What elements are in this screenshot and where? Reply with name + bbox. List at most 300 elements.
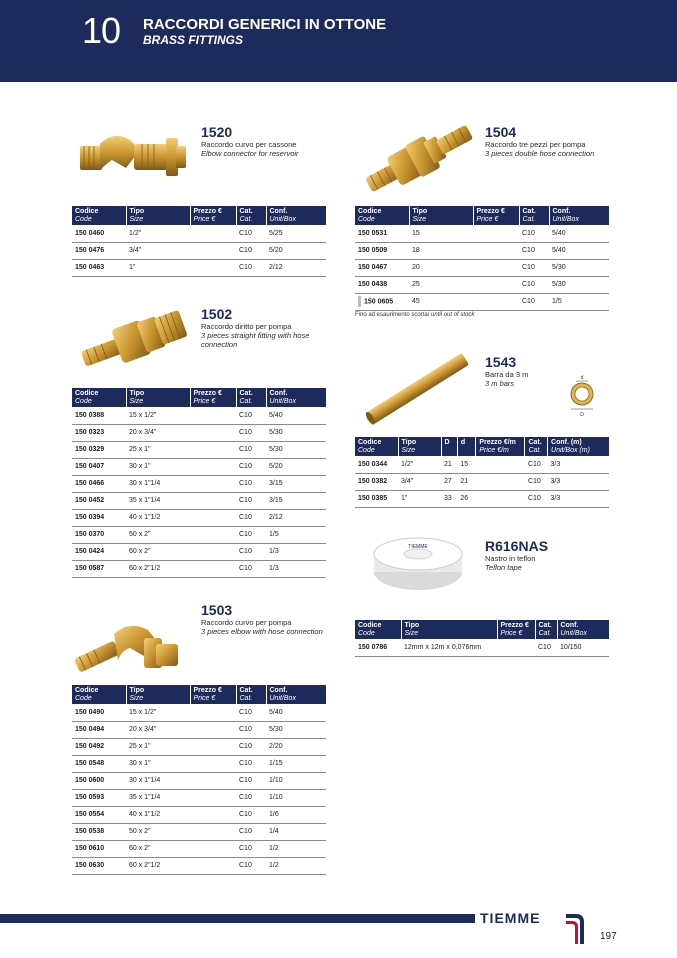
svg-text:d: d (580, 375, 584, 381)
table-row (72, 560, 326, 577)
column-header (126, 206, 190, 225)
cell-text: 150 0593 (75, 794, 105, 801)
cell-text: 12mm x 12m x 0,076mm (404, 643, 482, 651)
column-header (457, 437, 475, 456)
table-header-row (355, 206, 609, 225)
table-row (72, 704, 326, 721)
table-cell (549, 293, 609, 310)
cell-text: 33 (444, 495, 452, 502)
column-header-it: Cat. (528, 439, 542, 446)
table-cell (236, 772, 266, 789)
column-header-en: Size (129, 216, 144, 223)
table-cell (266, 840, 326, 857)
table-cell (236, 458, 266, 475)
table-cell (126, 526, 190, 543)
table-cell (266, 738, 326, 755)
column-header (355, 206, 409, 225)
cell-text: C10 (239, 726, 252, 733)
table-cell (126, 424, 190, 441)
cell-text: 30 x 1"1/4 (129, 777, 161, 784)
table-row (355, 490, 609, 507)
table-row (72, 225, 326, 242)
table-cell (409, 259, 473, 276)
table-cell (190, 806, 236, 823)
cell-text: 3/3 (550, 460, 561, 468)
product-name-en: 3 pieces straight fitting with hose connection (201, 331, 310, 349)
table-cell (266, 259, 326, 276)
product-code-cell (72, 441, 126, 458)
table-cell (519, 259, 549, 276)
column-header (72, 388, 126, 407)
table-cell (266, 407, 326, 424)
double-hose-image (360, 118, 480, 196)
table-cell (236, 492, 266, 509)
product-code-cell (72, 225, 126, 242)
product-code-cell (72, 509, 126, 526)
table-cell (457, 473, 475, 490)
column-header-en: Price € (476, 216, 499, 223)
column-header (476, 437, 525, 456)
straight-fitting-image (76, 304, 194, 376)
cell-text: 150 0548 (75, 760, 105, 767)
column-header-it: Conf. (552, 208, 571, 215)
table-cell (519, 242, 549, 259)
column-header-en: Size (404, 630, 419, 637)
table-cell (190, 509, 236, 526)
column-header-en: Unit/Box (552, 216, 579, 223)
product-1504-info (485, 124, 655, 158)
cell-text: 150 0467 (358, 264, 388, 271)
column-header-en: Size (412, 216, 427, 223)
table-cell (236, 840, 266, 857)
column-header-it: Cat. (239, 687, 253, 694)
chapter-number: 10 (82, 10, 121, 51)
column-header-it: Conf. (269, 687, 288, 694)
table-cell (190, 543, 236, 560)
product-name-en: Teflon tape (485, 563, 522, 572)
cell-text: 5/30 (552, 281, 566, 288)
column-header (72, 206, 126, 225)
column-header-en: Code (358, 447, 375, 454)
column-header (236, 685, 266, 704)
cell-text: 60 x 2" (129, 845, 151, 852)
table-cell (236, 526, 266, 543)
column-header-en: Size (401, 447, 416, 454)
table-cell (519, 276, 549, 293)
cell-text: 40 x 1"1/2 (129, 811, 161, 818)
table-row (355, 225, 609, 242)
cell-text: 150 0424 (75, 548, 105, 555)
cell-text: C10 (522, 298, 535, 305)
column-header-en: Cat. (239, 695, 253, 702)
table-cell (190, 526, 236, 543)
cell-text: 5/30 (552, 264, 566, 271)
column-header (409, 206, 473, 225)
cell-text: 150 0452 (75, 497, 105, 504)
column-header-en: Code (75, 695, 92, 702)
table-cell (473, 276, 519, 293)
column-header (126, 685, 190, 704)
table-row (355, 639, 609, 656)
table-cell (126, 475, 190, 492)
column-header (266, 206, 326, 225)
column-header-it: Codice (75, 390, 99, 397)
column-header (535, 620, 557, 639)
cell-text: 15 x 1/2" (129, 411, 157, 419)
product-code-cell (355, 639, 401, 656)
table-cell (266, 806, 326, 823)
cell-text: 5/20 (269, 463, 283, 470)
table-cell (236, 806, 266, 823)
cell-text: 1/15 (269, 760, 283, 767)
column-header-it: Cat. (538, 622, 552, 629)
table-cell (519, 225, 549, 242)
table-cell (190, 857, 236, 874)
cell-text: 150 0494 (75, 726, 105, 733)
table-cell (398, 456, 441, 473)
column-header (190, 388, 236, 407)
table-cell (190, 789, 236, 806)
table-cell (236, 509, 266, 526)
product-code-cell (72, 721, 126, 738)
footer-bar (0, 914, 475, 923)
cell-text: 26 (460, 495, 469, 502)
table-cell (441, 490, 457, 507)
table-cell (126, 857, 190, 874)
cell-text: 1/5 (552, 298, 562, 305)
cell-text: C10 (239, 514, 252, 521)
table-cell (473, 259, 519, 276)
cell-text: 45 (412, 298, 420, 305)
cell-text: 35 x 1"1/4 (129, 497, 161, 504)
elbow-reservoir-image (74, 124, 190, 190)
stock-note-en: until out of stock (429, 312, 475, 318)
column-header-en: Price € (193, 398, 216, 405)
table-cell (126, 806, 190, 823)
product-name-it: Raccordo curvo per cassone (201, 140, 297, 149)
cell-text: 150 0476 (75, 247, 105, 254)
column-header-en: Size (129, 695, 144, 702)
cell-text: 20 x 3/4" (129, 726, 157, 733)
table-cell (441, 456, 457, 473)
product-code: 1503 (201, 602, 233, 618)
table-cell (548, 473, 609, 490)
cell-text: 10/150 (560, 643, 582, 651)
table-cell (457, 490, 475, 507)
table-row (72, 789, 326, 806)
column-header-en: Code (75, 216, 92, 223)
cell-text: C10 (239, 708, 252, 716)
cell-text: 150 0460 (75, 229, 105, 237)
cell-text: 1/5 (269, 531, 279, 538)
table-cell (126, 755, 190, 772)
table-cell (476, 473, 525, 490)
column-header (557, 620, 609, 639)
table-cell (497, 639, 535, 656)
section-title: RACCORDI GENERICI IN OTTONE (143, 16, 387, 33)
cell-text: 150 0600 (75, 777, 105, 784)
column-header (441, 437, 457, 456)
table-cell (126, 789, 190, 806)
column-header (355, 437, 398, 456)
table-cell (266, 560, 326, 577)
column-header-it: Cat. (522, 208, 536, 215)
table-cell (126, 458, 190, 475)
column-header (266, 388, 326, 407)
cell-text: 150 0463 (75, 264, 105, 271)
column-header-it: Tipo (404, 622, 420, 629)
column-header-en: Size (129, 398, 144, 405)
cell-text: 150 0531 (358, 229, 388, 237)
table-cell (126, 823, 190, 840)
cell-text: 1/2" (129, 229, 142, 237)
cell-text: C10 (239, 429, 252, 436)
column-header (473, 206, 519, 225)
cell-text: 20 (412, 264, 420, 271)
column-header-en: Cat. (538, 630, 552, 637)
table-cell (236, 543, 266, 560)
product-table-1503 (72, 685, 326, 875)
table-cell (126, 704, 190, 721)
table-row (72, 806, 326, 823)
cell-text: 5/40 (552, 247, 566, 254)
table-cell (236, 755, 266, 772)
column-header-it: Tipo (401, 439, 417, 446)
cell-text: 150 0786 (358, 643, 388, 651)
teflon-tape-image (370, 536, 470, 592)
product-code-cell (72, 806, 126, 823)
table-cell (441, 473, 457, 490)
table-cell (236, 704, 266, 721)
cell-text: 25 x 1" (129, 743, 151, 750)
product-name-en: 3 m bars (485, 379, 515, 388)
table-cell (525, 456, 548, 473)
table-cell (266, 704, 326, 721)
table-cell (549, 242, 609, 259)
table-row (72, 259, 326, 276)
table-cell (266, 458, 326, 475)
cell-text: 15 x 1/2" (129, 708, 157, 716)
column-header-en: Cat. (239, 398, 253, 405)
table-cell (398, 490, 441, 507)
table-cell (457, 456, 475, 473)
product-1543-info (485, 354, 585, 388)
table-cell (266, 526, 326, 543)
product-1503-info (201, 602, 341, 636)
table-cell (236, 721, 266, 738)
column-header-en: Price € (193, 216, 216, 223)
table-cell (266, 225, 326, 242)
column-header-it: d (460, 439, 466, 446)
table-row (72, 738, 326, 755)
column-header-it: Prezzo € (476, 208, 505, 215)
table-cell (126, 840, 190, 857)
column-header (398, 437, 441, 456)
cell-text: 150 0394 (75, 514, 105, 521)
table-cell (401, 639, 497, 656)
cell-text: 18 (412, 247, 420, 254)
column-header (519, 206, 549, 225)
column-header-it: Tipo (129, 208, 145, 215)
column-header (525, 437, 548, 456)
column-header-en: Unit/Box (560, 630, 587, 637)
cell-text: C10 (239, 548, 252, 555)
cell-text: 60 x 2"1/2 (129, 862, 161, 869)
table-cell (236, 738, 266, 755)
table-cell (126, 509, 190, 526)
elbow-hose-image (74, 610, 182, 680)
table-row (72, 721, 326, 738)
cell-text: C10 (522, 281, 535, 288)
product-1502-info (201, 306, 341, 349)
table-cell (473, 225, 519, 242)
cell-text: 150 0438 (358, 281, 388, 288)
cell-text: 150 0587 (75, 565, 105, 572)
column-header-it: Codice (358, 208, 382, 215)
column-header-it: Conf. (560, 622, 579, 629)
product-code-cell (72, 259, 126, 276)
table-cell (473, 242, 519, 259)
cell-text: 15 (412, 229, 420, 237)
cell-text: C10 (239, 264, 252, 271)
product-code: 1502 (201, 306, 233, 322)
table-cell (190, 407, 236, 424)
table-cell (236, 789, 266, 806)
cell-text: C10 (239, 777, 252, 784)
table-cell (266, 772, 326, 789)
product-code-cell (72, 560, 126, 577)
column-header-en: Code (358, 630, 375, 637)
cell-text: 3/3 (550, 495, 561, 502)
page-number: 197 (600, 931, 617, 942)
table-cell (409, 242, 473, 259)
cell-text: 21 (460, 478, 469, 485)
table-cell (190, 475, 236, 492)
product-code: 1543 (485, 354, 517, 370)
cell-text: 3/15 (269, 497, 283, 504)
table-cell (549, 276, 609, 293)
cell-text: 25 x 1" (129, 446, 151, 453)
table-cell (236, 259, 266, 276)
product-code: 1520 (201, 124, 233, 140)
table-cell (126, 772, 190, 789)
column-header-it: Conf. (269, 208, 288, 215)
product-code-cell (355, 456, 398, 473)
cell-text: C10 (239, 811, 252, 818)
table-cell (266, 857, 326, 874)
column-header-it: D (444, 439, 450, 446)
cell-text: C10 (239, 463, 252, 470)
table-cell (190, 823, 236, 840)
product-code-cell (72, 755, 126, 772)
table-header-row (72, 388, 326, 407)
product-name-en: 3 pieces elbow with hose connection (201, 627, 323, 636)
product-code-cell (72, 475, 126, 492)
product-code-cell (355, 225, 409, 242)
table-header-row (355, 620, 609, 639)
table-cell (190, 738, 236, 755)
table-cell (409, 276, 473, 293)
table-cell (476, 490, 525, 507)
table-cell (190, 772, 236, 789)
column-header-en: Code (358, 216, 375, 223)
table-cell (266, 441, 326, 458)
product-table-1502 (72, 388, 326, 578)
cell-text: 150 0605 (364, 298, 394, 306)
brand-logo: TIEMME (480, 910, 541, 926)
brass-bar-image (360, 352, 474, 426)
table-header-row (355, 437, 609, 456)
table-cell (535, 639, 557, 656)
table-row (355, 242, 609, 259)
product-name-it: Nastro in teflon (485, 554, 536, 563)
stock-marker (358, 296, 361, 307)
cell-text: 30 x 1" (129, 760, 151, 767)
column-header-it: Cat. (239, 390, 253, 397)
table-cell (126, 259, 190, 276)
table-cell (190, 704, 236, 721)
table-cell (236, 424, 266, 441)
table-cell (126, 738, 190, 755)
table-row (72, 823, 326, 840)
cell-text: 1/2" (401, 460, 414, 468)
cell-text: 150 0323 (75, 429, 105, 436)
product-table-1504 (355, 206, 609, 311)
cell-text: 150 0370 (75, 531, 105, 538)
column-header-en: Price € (500, 630, 523, 637)
column-header-it: Tipo (412, 208, 428, 215)
cell-text: 1" (401, 495, 408, 502)
cell-text: C10 (538, 643, 551, 651)
table-row (355, 259, 609, 276)
cell-text: 1/3 (269, 548, 279, 555)
svg-text:TIEMME: TIEMME (408, 544, 428, 550)
table-row (72, 543, 326, 560)
product-code-cell (72, 857, 126, 874)
table-row (72, 242, 326, 259)
column-header-en: Unit/Box (269, 398, 296, 405)
table-cell (236, 441, 266, 458)
table-cell (190, 840, 236, 857)
cell-text: 2/12 (269, 514, 283, 521)
table-cell (126, 560, 190, 577)
cell-text: 1/4 (269, 828, 279, 835)
product-code-cell (72, 704, 126, 721)
column-header (126, 388, 190, 407)
product-name-en: 3 pieces double hose connection (485, 149, 595, 158)
table-row (72, 526, 326, 543)
column-header-it: Codice (358, 439, 382, 446)
table-cell (548, 490, 609, 507)
table-cell (126, 543, 190, 560)
cell-text: 1" (129, 264, 136, 271)
table-cell (236, 242, 266, 259)
column-header-it: Prezzo € (193, 687, 222, 694)
cell-text: C10 (522, 247, 535, 254)
table-row (355, 276, 609, 293)
cell-text: 40 x 1"1/2 (129, 514, 161, 521)
cell-text: 30 x 1"1/4 (129, 480, 161, 487)
table-cell (266, 242, 326, 259)
table-row (355, 456, 609, 473)
page-header (0, 0, 677, 82)
column-header-en: Unit/Box (m) (551, 447, 590, 454)
cell-text: 1/10 (269, 777, 283, 784)
table-row (72, 857, 326, 874)
stock-note-it: Fino ad esaurimento scorta/ (355, 312, 430, 318)
table-cell (266, 475, 326, 492)
product-name-it: Raccordo diritto per pompa (201, 322, 292, 331)
